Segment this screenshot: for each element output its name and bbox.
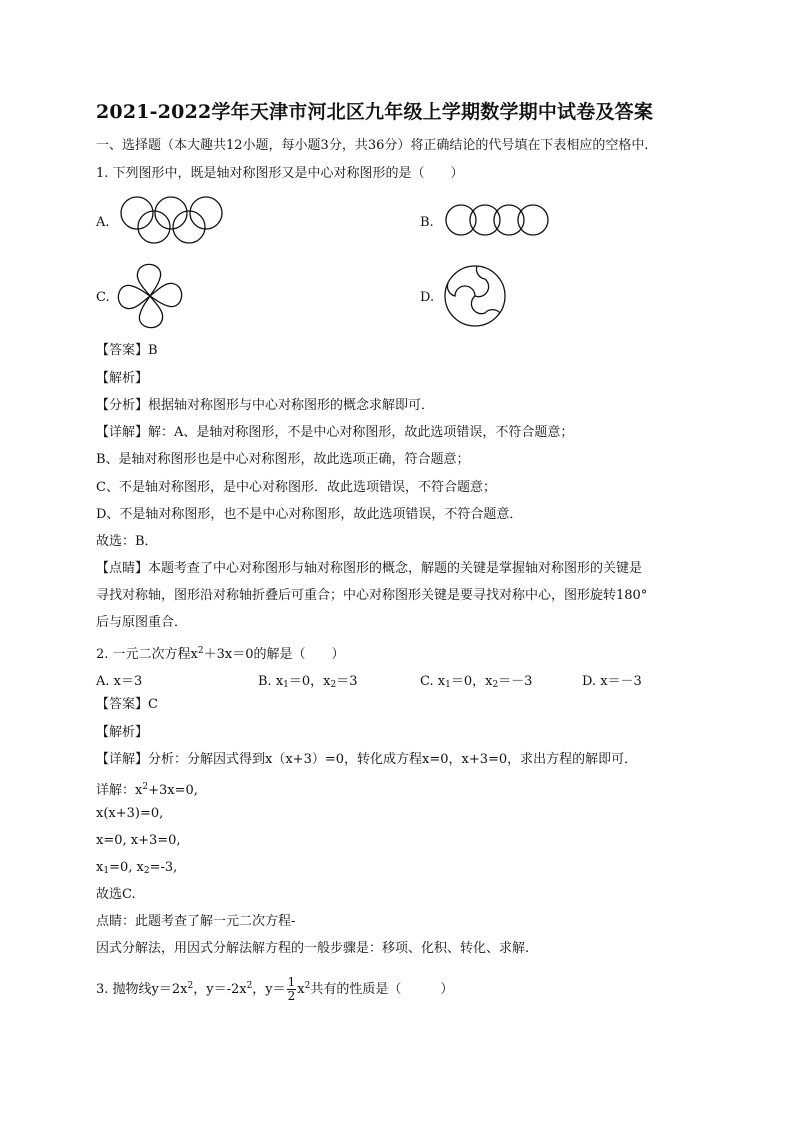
question-3-stem	[96, 974, 453, 1003]
q2-answer	[96, 696, 158, 714]
q3-sup1: 2	[187, 981, 194, 991]
q1-figure-c-pinwheel	[114, 260, 186, 332]
s4-sub1: 1	[103, 866, 110, 876]
petal-4	[118, 285, 150, 308]
xiangjie-tag: 【详解】	[96, 752, 149, 767]
q3-sup3: 2	[304, 981, 311, 991]
q3-x: x	[297, 982, 305, 997]
q2-dianjing-1: 点睛：此题考查了解一元二次方程-	[96, 914, 296, 929]
q1-dianjing-2: 寻找对称轴，图形沿对称轴折叠后可重合；中心对称图形关键是要寻找对称中心，图形旋转180°	[96, 588, 648, 603]
q2-xiangjie	[96, 751, 637, 769]
c-sub2: 2	[492, 680, 499, 690]
c-pre: C. x	[420, 674, 446, 689]
stem-post: ＋3x＝0的解是（ ）	[203, 647, 345, 662]
q2-option-c	[420, 670, 532, 690]
xiangjie-text: 解：A、是轴对称图形，不是中心对称图形，故此选项错误，不符合题意；	[148, 425, 574, 440]
q2-option-a: A. x＝3	[96, 674, 143, 689]
s1-post: +3x=0,	[148, 783, 198, 798]
stem-sup: 2	[197, 646, 204, 656]
q2-analysis-tag: 【解析】	[96, 725, 149, 740]
b-sub2: 2	[330, 680, 337, 690]
question-1-stem: 1. 下列图形中，既是轴对称图形又是中心对称图形的是（ ）	[96, 166, 464, 181]
q2-dianjing-2: 因式分解法，用因式分解法解方程的一般步骤是：移项、化积、转化、求解.	[96, 941, 530, 956]
q3-sup2: 2	[246, 981, 253, 991]
ring-4	[518, 205, 548, 235]
q3-post: 共有的性质是（ ）	[310, 982, 454, 997]
q2-step-4	[96, 859, 177, 880]
q1-dianjing-3: 后与原图重合．	[96, 615, 188, 630]
ring-1	[446, 205, 476, 235]
answer-tag: 【答案】	[96, 697, 149, 712]
inner-arc-3	[475, 266, 489, 297]
fenxi-tag: 【分析】	[96, 398, 149, 413]
ring-1	[121, 197, 153, 229]
petal-3	[139, 296, 162, 328]
ring-3	[190, 197, 222, 229]
fraction-numerator: 1	[287, 975, 296, 989]
q2-step-2: x(x+3)=0,	[96, 806, 164, 821]
s4-mid: =0, x	[109, 860, 144, 875]
q1-figure-a	[118, 194, 228, 246]
q3-pre: 3. 抛物线y＝2x	[96, 982, 188, 997]
q3-mid2: ，y＝	[252, 982, 286, 997]
b-post: ＝3	[336, 674, 358, 689]
c-sub1: 1	[445, 680, 451, 690]
s4-pre: x	[96, 860, 104, 875]
answer-value: B	[148, 343, 158, 358]
ring-2	[470, 205, 500, 235]
q1-figure-b	[444, 203, 550, 239]
q1-option-d-label: D.	[420, 290, 435, 305]
s1-sup: 2	[142, 782, 149, 792]
b-mid: ＝0，x	[288, 674, 331, 689]
q3-mid1: ，y＝-2x	[193, 982, 247, 997]
q1-line-b: B、是轴对称图形也是中心对称图形，故此选项正确，符合题意；	[96, 452, 470, 467]
q1-xiangjie	[96, 424, 573, 442]
s4-sub2: 2	[143, 866, 150, 876]
answer-value: C	[148, 697, 158, 712]
b-pre: B. x	[258, 674, 284, 689]
ring-3	[494, 205, 524, 235]
q2-choose: 故选C.	[96, 887, 136, 902]
q2-step-3: x=0, x+3=0,	[96, 833, 181, 848]
q1-choose: 故选：B．	[96, 534, 158, 549]
b-sub1: 1	[283, 680, 289, 690]
q2-option-d: D. x＝－3	[582, 674, 642, 689]
c-mid: ＝0，x	[450, 674, 493, 689]
q3-fraction	[287, 976, 297, 1003]
inner-arc-1	[447, 283, 475, 296]
s1-pre: 详解：x	[96, 783, 143, 798]
q1-answer	[96, 342, 158, 360]
dianjing-text: 本题考查了中心对称图形与轴对称图形的概念，解题的关键是掌握轴对称图形的关键是	[148, 561, 643, 576]
question-2-stem	[96, 642, 344, 664]
q1-dianjing-1	[96, 560, 642, 578]
q1-line-d: D、不是轴对称图形，也不是中心对称图形，故此选项错误，不符合题意．	[96, 507, 523, 522]
fenxi-text: 根据轴对称图形与中心对称图形的概念求解即可．	[148, 398, 435, 413]
dianjing-tag: 【点睛】	[96, 561, 149, 576]
q1-line-c: C、不是轴对称图形，是中心对称图形．故此选项错误，不符合题意；	[96, 480, 496, 495]
q1-option-c-label: C.	[96, 290, 110, 305]
answer-tag: 【答案】	[96, 343, 149, 358]
q1-analysis-tag: 【解析】	[96, 371, 149, 386]
ring-4	[138, 211, 170, 243]
s4-post: =-3,	[149, 860, 178, 875]
stem-pre: 2. 一元二次方程x	[96, 647, 198, 662]
xiangjie-tag: 【详解】	[96, 425, 149, 440]
page-title: 2021-2022学年天津市河北区九年级上学期数学期中试卷及答案	[96, 101, 654, 123]
xiangjie-text: 分析：分解因式得到x（x+3）=0，转化成方程x=0，x+3=0，求出方程的解即可．	[148, 752, 638, 767]
c-post: ＝－3	[498, 674, 533, 689]
section-heading: 一、选择题（本大趣共12小题，每小题3分，共36分）将正确结论的代号填在下表相应的空格中．	[96, 138, 658, 153]
q1-figure-d-circle	[443, 264, 507, 328]
inner-arc-2	[471, 296, 500, 314]
q1-option-a-label: A.	[96, 215, 110, 230]
q2-option-b	[258, 670, 358, 690]
fraction-denominator: 2	[287, 989, 296, 1003]
petal-2	[150, 283, 182, 306]
q1-fenxi	[96, 397, 434, 415]
petal-1	[137, 264, 160, 296]
q2-step-1	[96, 778, 198, 800]
q1-option-b-label: B.	[420, 215, 434, 230]
